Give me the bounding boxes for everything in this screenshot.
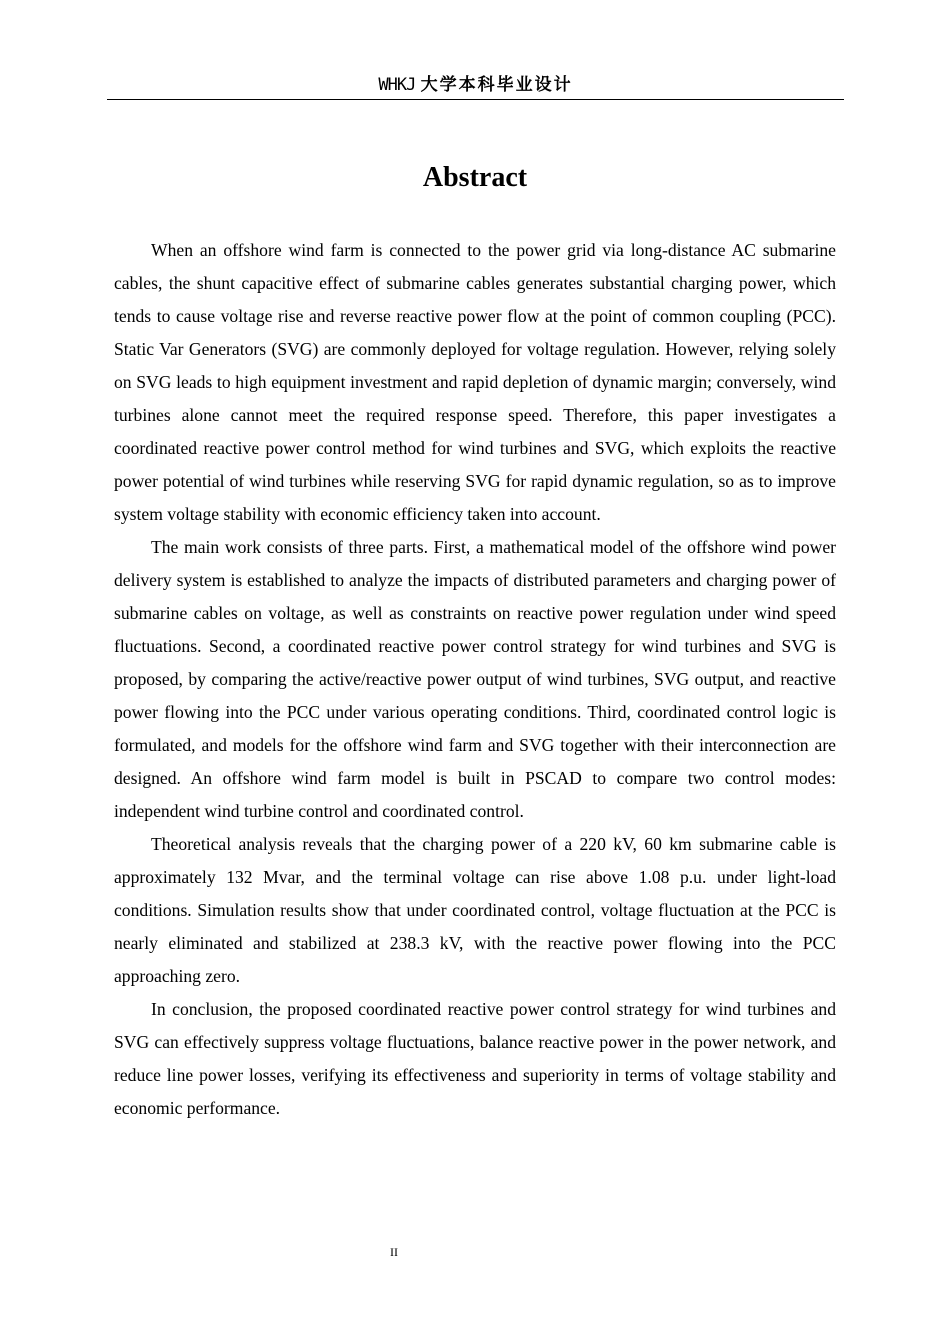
abstract-paragraph: Theoretical analysis reveals that the charging power of a 220 kV, 60 km submarine cable is approximately 132 Mvar, and the terminal voltage can rise above 1.08 p.u. under light-load conditions. Simulation results show that under coordinated control, voltage fluctuation at the PCC is nearly eliminated and stabilized at 238.3 kV, with the reactive power flowing into the PCC approaching zero. [114,834,836,986]
abstract-body [114,234,836,1125]
abstract-paragraph: When an offshore wind farm is connected to the power grid via long-distance AC submarine cables, the shunt capacitive effect of submarine cables generates substantial charging power, which tends to cause voltage rise and reverse reactive power flow at the point of common coupling (PCC). Static Var Generators (SVG) are commonly deployed for voltage regulation. However, relying solely on SVG leads to high equipment investment and rapid depletion of dynamic margin; conversely, wind turbines alone cannot meet the required response speed. Therefore, this paper investigates a coordinated reactive power control method for wind turbines and SVG, which exploits the reactive power potential of wind turbines while reserving SVG for rapid dynamic regulation, so as to improve system voltage stability with economic efficiency taken into account. [114,240,836,524]
header-rule [107,99,844,100]
header-latin-text: WHKJ [378,75,416,95]
page-title: Abstract [422,162,528,193]
running-header [107,72,844,98]
header-cjk-text: 大学本科毕业设计 [420,75,573,95]
abstract-paragraph: In conclusion, the proposed coordinated reactive power control strategy for wind turbines and SVG can effectively suppress voltage fluctuations, balance reactive power in the power network, and reduce line power losses, verifying its effectiveness and superiority in terms of voltage stability and economic performance. [114,999,836,1118]
abstract-paragraph: The main work consists of three parts. First, a mathematical model of the offshore wind power delivery system is established to analyze the impacts of distributed parameters and charging power of submarine cables on voltage, as well as constraints on reactive power regulation under wind speed fluctuations. Second, a coordinated reactive power control strategy for wind turbines and SVG is proposed, by comparing the active/reactive power output of wind turbines, SVG output, and reactive power flowing into the PCC under various operating conditions. Third, coordinated control logic is formulated, and models for the offshore wind farm and SVG together with their interconnection are designed. An offshore wind farm model is built in PSCAD to compare two control modes: independent wind turbine control and coordinated control. [114,537,836,821]
page-number: II [390,1245,398,1259]
